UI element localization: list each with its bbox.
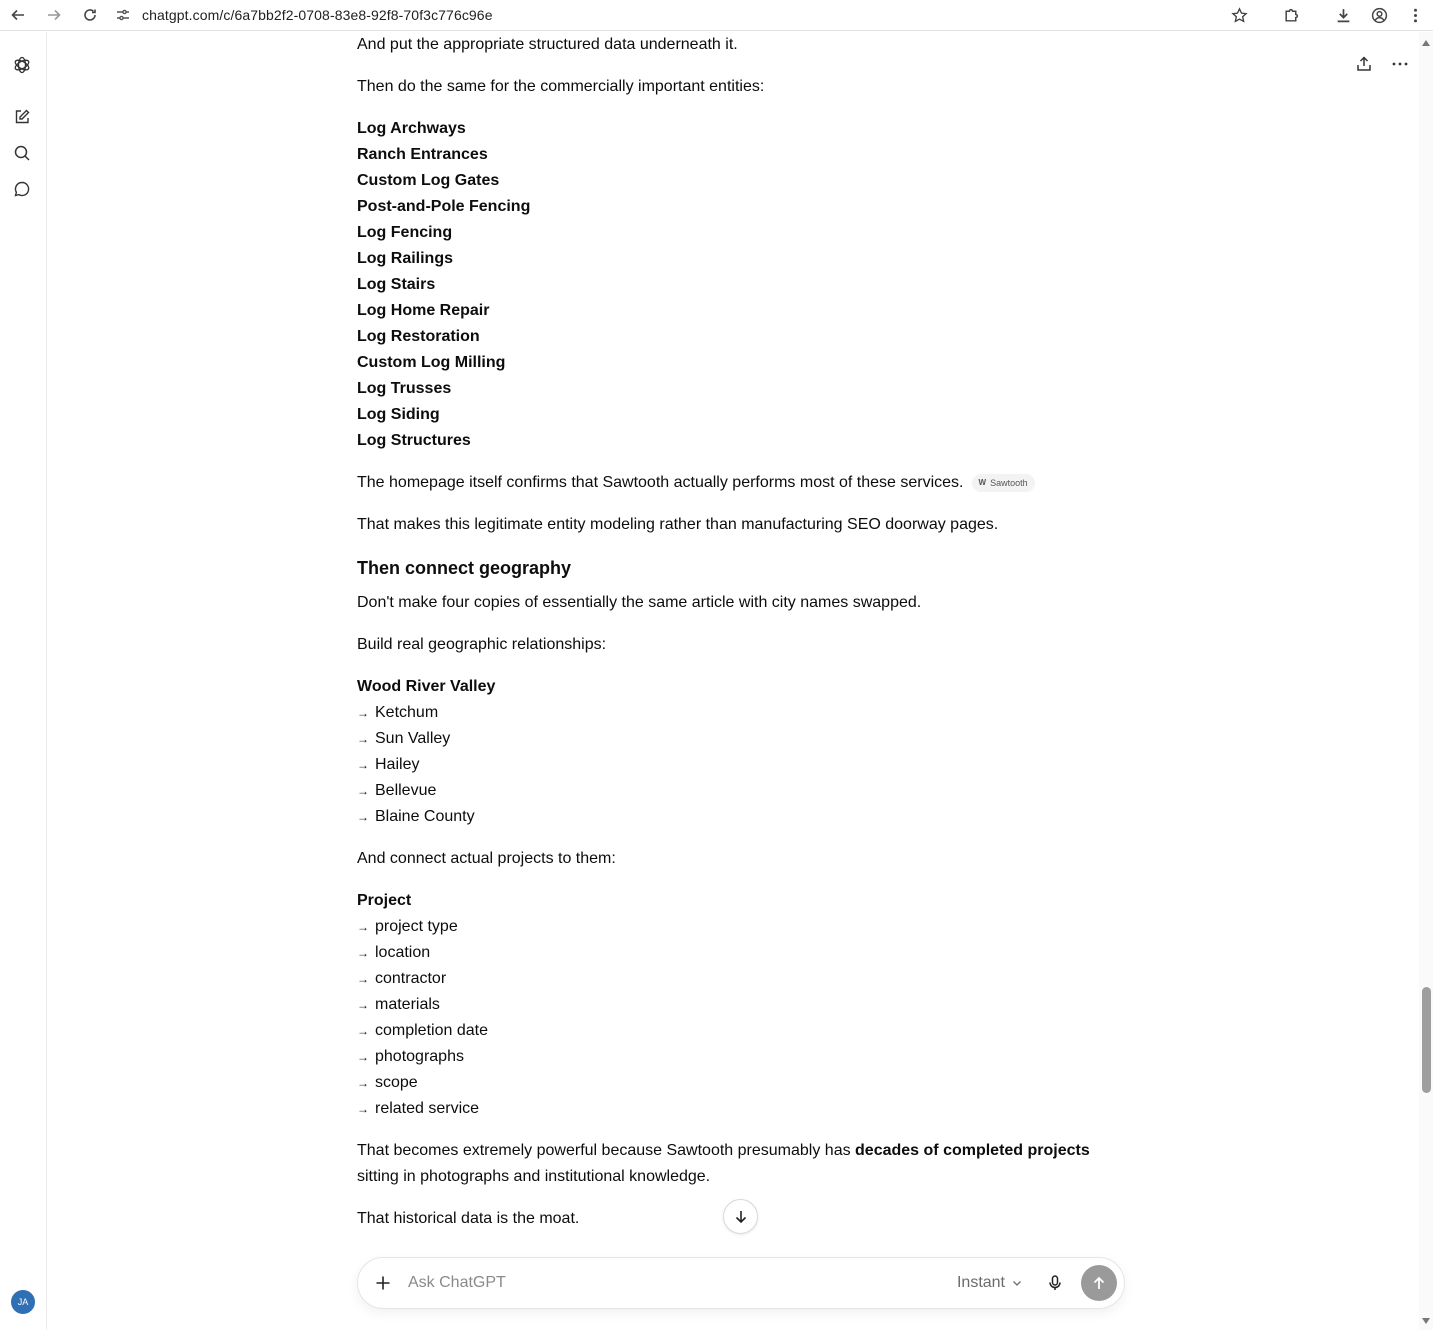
arrow-icon: →	[357, 758, 369, 772]
arrow-icon: →	[357, 1076, 369, 1090]
left-sidebar	[0, 32, 47, 1330]
search-chats-button[interactable]	[11, 142, 33, 164]
paragraph-legitimate: That makes this legitimate entity modeling rather than manufacturing SEO doorway pages.	[357, 516, 999, 533]
entity-item: Log Siding	[357, 406, 440, 423]
list-item	[357, 1044, 464, 1070]
list-item	[357, 1018, 488, 1044]
list-item	[357, 992, 440, 1018]
project-item-label: contractor	[375, 970, 447, 987]
profile-button[interactable]	[1361, 0, 1397, 31]
download-icon	[1335, 7, 1352, 24]
list-item	[357, 940, 430, 966]
region-title: Wood River Valley	[357, 678, 496, 695]
forward-button[interactable]	[36, 0, 72, 31]
tune-icon	[115, 7, 131, 23]
powerful-bold-text: decades of completed projects	[855, 1142, 1090, 1159]
citation-source-icon: W	[978, 478, 987, 487]
arrow-icon: →	[357, 920, 369, 934]
arrow-icon: →	[357, 706, 369, 720]
arrow-icon: →	[357, 946, 369, 960]
entity-item: Log Railings	[357, 250, 453, 267]
puzzle-icon	[1283, 7, 1300, 24]
arrow-icon: →	[357, 998, 369, 1012]
chats-button[interactable]	[11, 178, 33, 200]
send-button[interactable]	[1081, 1265, 1117, 1301]
back-button[interactable]	[0, 0, 36, 31]
browser-menu-button[interactable]	[1397, 0, 1433, 31]
project-item-label: photographs	[375, 1048, 464, 1065]
project-title: Project	[357, 892, 412, 909]
avatar[interactable]: JA	[11, 1290, 35, 1314]
entity-item: Log Archways	[357, 120, 466, 137]
arrow-up-icon	[1091, 1275, 1107, 1291]
homepage-text: The homepage itself confirms that Sawtooth actually performs most of these services.	[357, 474, 964, 491]
openai-logo-icon	[12, 55, 32, 75]
region-item-label: Bellevue	[375, 782, 437, 799]
star-icon	[1231, 7, 1248, 24]
region-item-label: Blaine County	[375, 808, 475, 825]
paragraph-dont-make: Don't make four copies of essentially the same article with city names swapped.	[357, 594, 922, 611]
paragraph-connect-projects: And connect actual projects to them:	[357, 850, 616, 867]
citation-chip[interactable]	[972, 474, 1035, 492]
message-composer	[357, 1257, 1125, 1309]
conversation-actions	[1353, 52, 1411, 76]
paragraph-build-real: Build real geographic relationships:	[357, 636, 607, 653]
project-item-label: materials	[375, 996, 440, 1013]
entity-item: Log Trusses	[357, 380, 452, 397]
reload-icon	[82, 7, 98, 23]
model-mode-select[interactable]	[957, 1274, 1023, 1292]
site-info-button[interactable]	[108, 0, 138, 31]
prompt-input[interactable]	[408, 1274, 957, 1292]
arrow-icon: →	[357, 972, 369, 986]
list-item	[357, 1096, 479, 1122]
page-scrollbar[interactable]	[1419, 32, 1433, 1330]
paragraph-homepage-confirms	[357, 470, 1035, 496]
extensions-button[interactable]	[1273, 0, 1309, 31]
microphone-icon	[1046, 1274, 1064, 1292]
entity-item: Log Stairs	[357, 276, 436, 293]
forward-arrow-icon	[46, 7, 62, 23]
download-button[interactable]	[1325, 0, 1361, 31]
paragraph-then-same: Then do the same for the commercially important entities:	[357, 78, 765, 95]
list-item	[357, 726, 450, 752]
list-item	[357, 914, 458, 940]
profile-icon	[1371, 7, 1388, 24]
arrow-icon: →	[357, 1024, 369, 1038]
ellipsis-icon	[1391, 55, 1409, 73]
entity-item: Custom Log Milling	[357, 354, 506, 371]
powerful-text: That becomes extremely powerful because Sawtooth presumably has	[357, 1142, 856, 1159]
region-item-label: Hailey	[375, 756, 420, 773]
more-options-button[interactable]	[1389, 52, 1411, 76]
list-item	[357, 752, 419, 778]
edit-icon	[13, 108, 31, 126]
chevron-down-icon	[1011, 1277, 1023, 1289]
search-icon	[13, 144, 31, 162]
region-item-label: Ketchum	[375, 704, 439, 721]
region-item-label: Sun Valley	[375, 730, 451, 747]
scrollbar-up-arrow[interactable]	[1422, 40, 1430, 46]
back-arrow-icon	[10, 7, 26, 23]
list-item	[357, 804, 475, 830]
arrow-down-icon	[733, 1209, 749, 1225]
bookmark-button[interactable]	[1221, 0, 1257, 31]
arrow-icon: →	[357, 784, 369, 798]
entity-item: Log Restoration	[357, 328, 480, 345]
scrollbar-down-arrow[interactable]	[1422, 1318, 1430, 1324]
chatgpt-logo-button[interactable]	[11, 54, 33, 76]
project-item-label: project type	[375, 918, 458, 935]
paragraph-powerful	[357, 1138, 1090, 1164]
share-button[interactable]	[1353, 52, 1375, 76]
entity-item: Custom Log Gates	[357, 172, 500, 189]
entity-item: Log Fencing	[357, 224, 453, 241]
project-item-label: location	[375, 944, 431, 961]
project-item-label: scope	[375, 1074, 418, 1091]
entity-item: Log Home Repair	[357, 302, 490, 319]
kebab-icon	[1407, 7, 1424, 24]
entity-item: Post-and-Pole Fencing	[357, 198, 531, 215]
arrow-icon: →	[357, 1102, 369, 1116]
chat-bubble-icon	[13, 180, 31, 198]
project-item-label: completion date	[375, 1022, 488, 1039]
arrow-icon: →	[357, 810, 369, 824]
entity-item: Ranch Entrances	[357, 146, 488, 163]
address-bar[interactable]: chatgpt.com/c/6a7bb2f2-0708-83e8-92f8-70f3c776c96e	[142, 7, 493, 23]
paragraph-powerful-cont: sitting in photographs and institutional knowledge.	[357, 1168, 711, 1185]
mode-label: Instant	[956, 1274, 1005, 1291]
scroll-to-bottom-button[interactable]	[723, 1199, 758, 1234]
project-item-label: related service	[375, 1100, 480, 1117]
plus-icon	[374, 1274, 392, 1292]
list-item	[357, 700, 438, 726]
entity-item: Log Structures	[357, 432, 471, 449]
paragraph-intro: And put the appropriate structured data underneath it.	[357, 36, 738, 53]
add-attachment-button[interactable]	[358, 1257, 408, 1309]
list-item	[357, 778, 436, 804]
heading-connect-geography: Then connect geography	[357, 558, 572, 578]
list-item	[357, 1070, 418, 1096]
scrollbar-thumb[interactable]	[1422, 987, 1431, 1093]
share-icon	[1355, 55, 1373, 73]
new-chat-button[interactable]	[11, 106, 33, 128]
reload-button[interactable]	[72, 0, 108, 31]
list-item	[357, 966, 446, 992]
arrow-icon: →	[357, 732, 369, 746]
browser-toolbar	[0, 0, 1433, 31]
voice-input-button[interactable]	[1041, 1269, 1069, 1297]
citation-label: Sawtooth	[990, 478, 1028, 488]
arrow-icon: →	[357, 1050, 369, 1064]
paragraph-moat: That historical data is the moat.	[357, 1210, 580, 1227]
